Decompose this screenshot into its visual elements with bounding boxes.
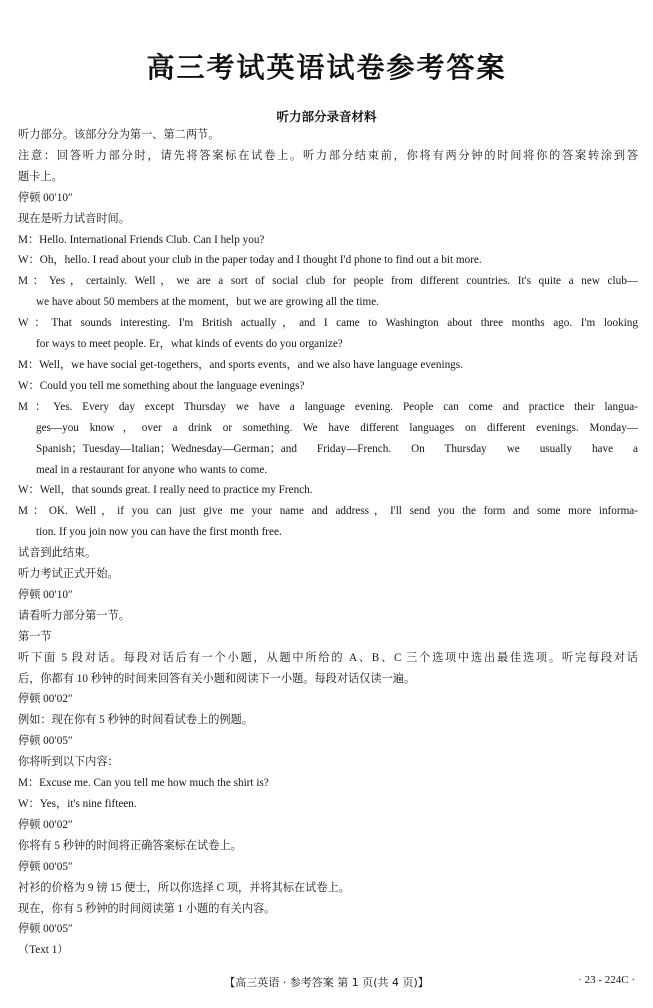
transcript-line: 衬衫的价格为 9 镑 15 便士，所以你选择 C 项，并将其标在试卷上。 [18, 881, 350, 894]
transcript-line: 停顿 00′05″ [18, 735, 73, 748]
transcript-line: 请看听力部分第一节。 [18, 609, 130, 622]
transcript-line: 听力考试正式开始。 [18, 568, 119, 581]
transcript-line: 注意：回答听力部分时，请先将答案标在试卷上。听力部分结束前，你将有两分钟的时间将你的答案转涂到答 [18, 149, 638, 162]
page-footer [0, 972, 653, 992]
transcript-line: 停顿 00′10″ [18, 588, 73, 601]
transcript-line: 题卡上。 [18, 170, 63, 183]
transcript-line: M：Hello. International Friends Club. Can I help you? [18, 233, 265, 246]
page-title: 高三考试英语试卷参考答案 [146, 51, 507, 84]
transcript-line: W：Yes，it's nine fifteen. [18, 798, 137, 810]
footer-page-info: 【高三英语 · 参考答案 第 1 页(共 4 页)】 [224, 976, 429, 989]
transcript-line: W：That sounds interesting. I'm British actually，and I came to Washington about three months ago. I'm looking [18, 317, 638, 330]
transcript-line: 听力部分。该部分分为第一、第二两节。 [18, 129, 220, 141]
transcript-line: 现在，你有 5 秒钟的时间阅读第 1 小题的有关内容。 [18, 902, 276, 915]
transcript-line: M：OK. Well，if you can just give me your name and address，I'll send you the form and some more informa- [18, 505, 638, 518]
transcript-body [18, 125, 638, 961]
transcript-line: W：Could you tell me something about the language evenings? [18, 379, 305, 392]
transcript-line: 现在是听力试音时间。 [18, 212, 130, 225]
transcript-line: M：Excuse me. Can you tell me how much the shirt is? [18, 777, 269, 790]
footer-code: · 23 - 224C · [578, 974, 635, 986]
transcript-line: W：Oh，hello. I read about your club in the paper today and I thought I'd phone to find out a bit more. [18, 254, 482, 267]
transcript-line: 停顿 00′02″ [18, 818, 73, 831]
transcript-line: 停顿 00′10″ [18, 191, 73, 204]
transcript-line: 你将听到以下内容： [18, 756, 119, 769]
transcript-line: 后，你都有 10 秒钟的时间来回答有关小题和阅读下一小题。每段对话仅读一遍。 [18, 672, 416, 685]
transcript-line: 停顿 00′05″ [18, 860, 73, 873]
transcript-line: ges—you know，over a drink or something. We have different languages on different evenings. Monday— [36, 421, 638, 434]
transcript-line: meal in a restaurant for anyone who wants to come. [36, 463, 268, 476]
transcript-line: tion. If you join now you can have the first month free. [36, 526, 282, 539]
section-subtitle: 听力部分录音材料 [276, 109, 377, 124]
transcript-line: 例如：现在你有 5 秒钟的时间看试卷上的例题。 [18, 714, 253, 727]
transcript-line: M：Well，we have social get-togethers，and sports events，and we also have language evenings. [18, 358, 463, 371]
transcript-line: 你将有 5 秒钟的时间将正确答案标在试卷上。 [18, 839, 242, 852]
transcript-line: we have about 50 members at the moment，but we are growing all the time. [36, 296, 379, 309]
transcript-line: Spanish；Tuesday—Italian；Wednesday—German；and Friday—French. On Thursday we usually have a [36, 442, 638, 455]
transcript-line: （Text 1） [18, 944, 69, 957]
transcript-line: 停顿 00′02″ [18, 693, 73, 706]
transcript-line: M：Yes. Every day except Thursday we have a language evening. People can come and practice their langua- [18, 400, 638, 413]
transcript-line: 停顿 00′05″ [18, 923, 73, 936]
transcript-line: 试音到此结束。 [18, 547, 97, 560]
transcript-line: W：Well，that sounds great. I really need to practice my French. [18, 484, 313, 497]
transcript-line: for ways to meet people. Er，what kinds of events do you organize? [36, 338, 343, 351]
transcript-line: 听下面 5 段对话。每段对话后有一个小题，从题中所给的 A、B、C 三个选项中选出最佳选项。听完每段对话 [18, 651, 638, 664]
transcript-line: M：Yes，certainly. Well，we are a sort of social club for people from different countries. It's quite a new club— [18, 275, 638, 288]
transcript-line: 第一节 [18, 630, 52, 643]
